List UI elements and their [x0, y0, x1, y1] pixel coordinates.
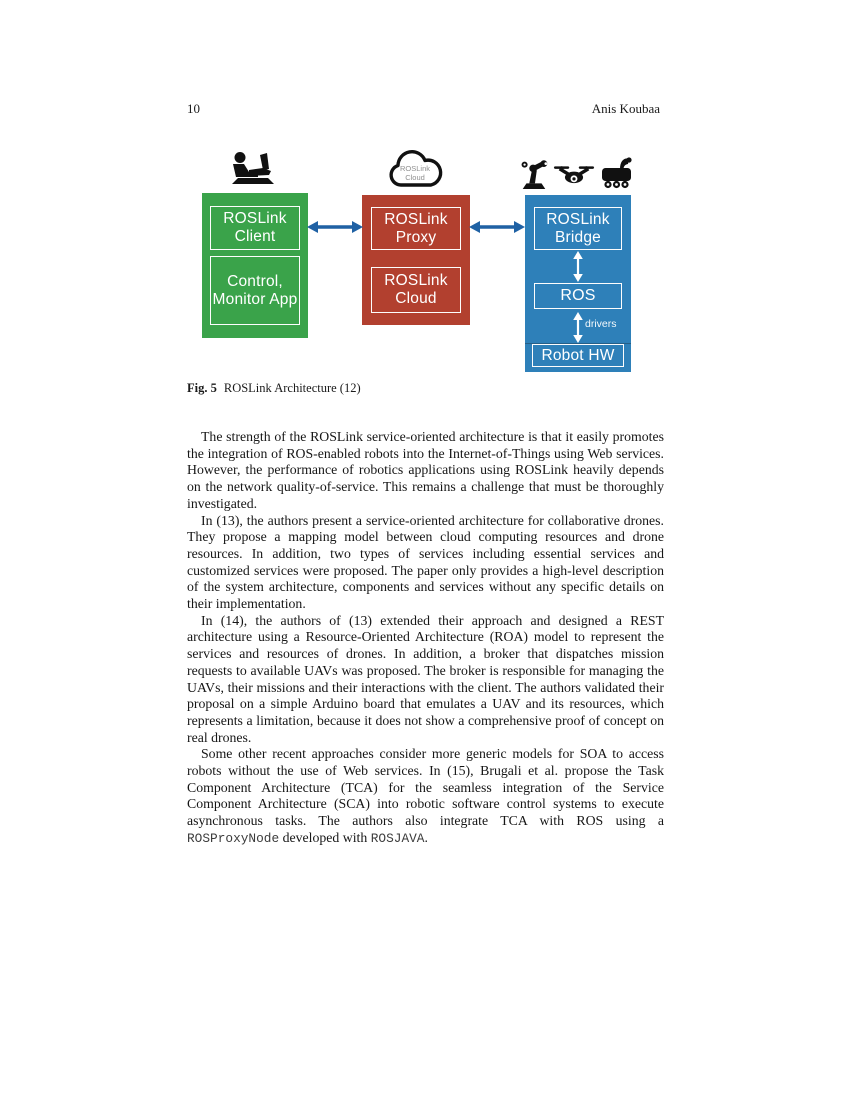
roslink-client-box: [202, 193, 308, 338]
roslink-bridge-label: ROSLink Bridge: [534, 207, 622, 250]
body-text: [187, 429, 664, 848]
paragraph-1: The strength of the ROSLink service-oriented architecture is that it easily promotes the integration of ROS-enabled robots into the Internet-of-Things using Web services. However, the performance of robotics applications using ROSLink heavily depends on the network quality-of-service. This remains a challenge that must be thoroughly investigated.: [187, 429, 664, 511]
drone-icon: [553, 160, 595, 190]
ros-label: ROS: [534, 283, 622, 309]
paragraph-4: [187, 746, 664, 847]
roslink-cloud-icon: [384, 145, 448, 193]
control-monitor-app-label: Control, Monitor App: [210, 256, 300, 325]
paragraph-4-text-1: Some other recent approaches consider more generic models for SOA to access robots without the use of Web services. In (15), Brugali et al. propose the Task Component Architecture (TCA) for the seamless integration of the Service Component Architecture (SCA) into robotic software control systems to execute asynchronous tasks. The authors also integrate TCA with ROS using a: [187, 746, 664, 829]
proxy-bridge-arrow-icon: [469, 220, 525, 234]
code-rosjava: ROSJAVA: [370, 830, 425, 846]
robot-arm-icon: [519, 158, 549, 190]
drivers-label: drivers: [585, 318, 617, 330]
bridge-ros-arrow-icon: [571, 251, 585, 282]
page-number: 10: [187, 101, 200, 116]
roslink-proxy-label: ROSLink Proxy: [371, 207, 461, 250]
robots-icon-group: [519, 156, 633, 190]
figure-caption: [187, 381, 361, 396]
ros-hw-arrow-icon: [571, 312, 585, 343]
operator-at-computer-icon: [230, 151, 276, 190]
running-head-author: Anis Koubaa: [591, 101, 660, 116]
code-rosproxynode: ROSProxyNode: [187, 830, 280, 846]
figure-caption-label: Fig. 5: [187, 381, 217, 395]
figure-roslink-architecture: [202, 145, 632, 372]
roslink-client-label: ROSLink Client: [210, 206, 300, 250]
client-proxy-arrow-icon: [307, 220, 363, 234]
roslink-cloud-label: ROSLink Cloud: [371, 267, 461, 313]
roslink-bridge-box: [525, 195, 631, 372]
paragraph-4-text-3: .: [424, 829, 428, 845]
paragraph-2: In (13), the authors present a service-oriented architecture for collaborative drones. They propose a mapping model between cloud computing resources and drone resources. In addition, two types of services including essential services and customized services were proposed. The paper only provides a high-level description of the system architecture, components and services without any specific details on their implementation.: [187, 512, 664, 612]
roslink-proxy-box: [362, 195, 470, 325]
paragraph-3: In (14), the authors of (13) extended their approach and designed a REST architecture using a Resource-Oriented Architecture (ROA) model to represent the services and resources of drones. In addition, a broker that dispatches mission requests to available UAVs was proposed. The broker is responsible for managing the UAVs, their missions and their interactions with the client. The authors validated their proposal on a simple Arduino board that emulates a UAV and its resources, which represents a limitation, because it does not show a comprehensive proof of concept on real drones.: [187, 612, 664, 745]
robot-hw-label: Robot HW: [532, 344, 624, 367]
cloud-label-line2: Cloud: [405, 173, 425, 182]
figure-caption-text: ROSLink Architecture (12): [223, 381, 361, 395]
paragraph-4-text-2: developed with: [279, 829, 371, 845]
mobile-robot-icon: [599, 156, 633, 190]
cloud-label-line1: ROSLink: [399, 164, 431, 173]
